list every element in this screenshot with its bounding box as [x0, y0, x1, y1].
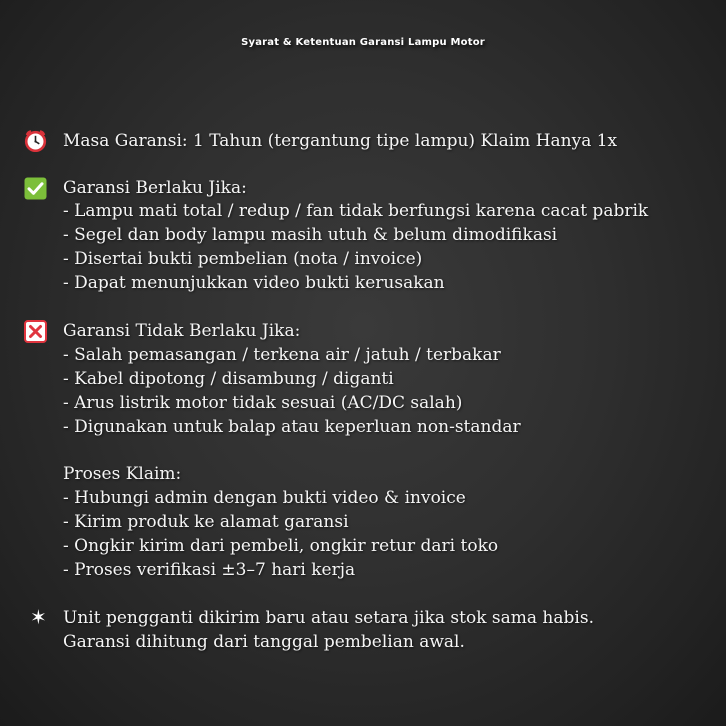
page-title: Syarat & Ketentuan Garansi Lampu Motor [241, 37, 485, 48]
berlaku-item: - Lampu mati total / redup / fan tidak berfungsi karena cacat pabrik [63, 201, 649, 221]
proses-klaim-item: - Ongkir kirim dari pembeli, ongkir retur dari toko [63, 536, 499, 556]
masa-garansi-text: Masa Garansi: 1 Tahun (tergantung tipe lampu) Klaim Hanya 1x [63, 131, 618, 151]
proses-klaim-item: - Hubungi admin dengan bukti video & invoice [63, 488, 466, 508]
berlaku-item: - Dapat menunjukkan video bukti kerusakan [63, 273, 445, 293]
tidak-berlaku-heading: Garansi Tidak Berlaku Jika: [63, 321, 301, 341]
cross-box-icon [24, 320, 47, 343]
check-box-icon [24, 177, 47, 200]
tidak-berlaku-item: - Salah pemasangan / terkena air / jatuh / terbakar [63, 345, 501, 365]
note-line: Unit pengganti dikirim baru atau setara jika stok sama habis. [63, 608, 594, 628]
note-line: Garansi dihitung dari tanggal pembelian awal. [63, 632, 465, 652]
tidak-berlaku-item: - Kabel dipotong / disambung / diganti [63, 369, 394, 389]
star-icon: ✶ [30, 605, 47, 629]
berlaku-item: - Segel dan body lampu masih utuh & belum dimodifikasi [63, 225, 558, 245]
berlaku-item: - Disertai bukti pembelian (nota / invoice) [63, 249, 423, 269]
proses-klaim-heading: Proses Klaim: [63, 464, 182, 484]
proses-klaim-item: - Proses verifikasi ±3–7 hari kerja [63, 560, 356, 580]
alarm-clock-icon [24, 129, 47, 152]
berlaku-heading: Garansi Berlaku Jika: [63, 178, 247, 198]
proses-klaim-item: - Kirim produk ke alamat garansi [63, 512, 349, 532]
tidak-berlaku-item: - Arus listrik motor tidak sesuai (AC/DC salah) [63, 393, 463, 413]
tidak-berlaku-item: - Digunakan untuk balap atau keperluan non-standar [63, 417, 521, 437]
